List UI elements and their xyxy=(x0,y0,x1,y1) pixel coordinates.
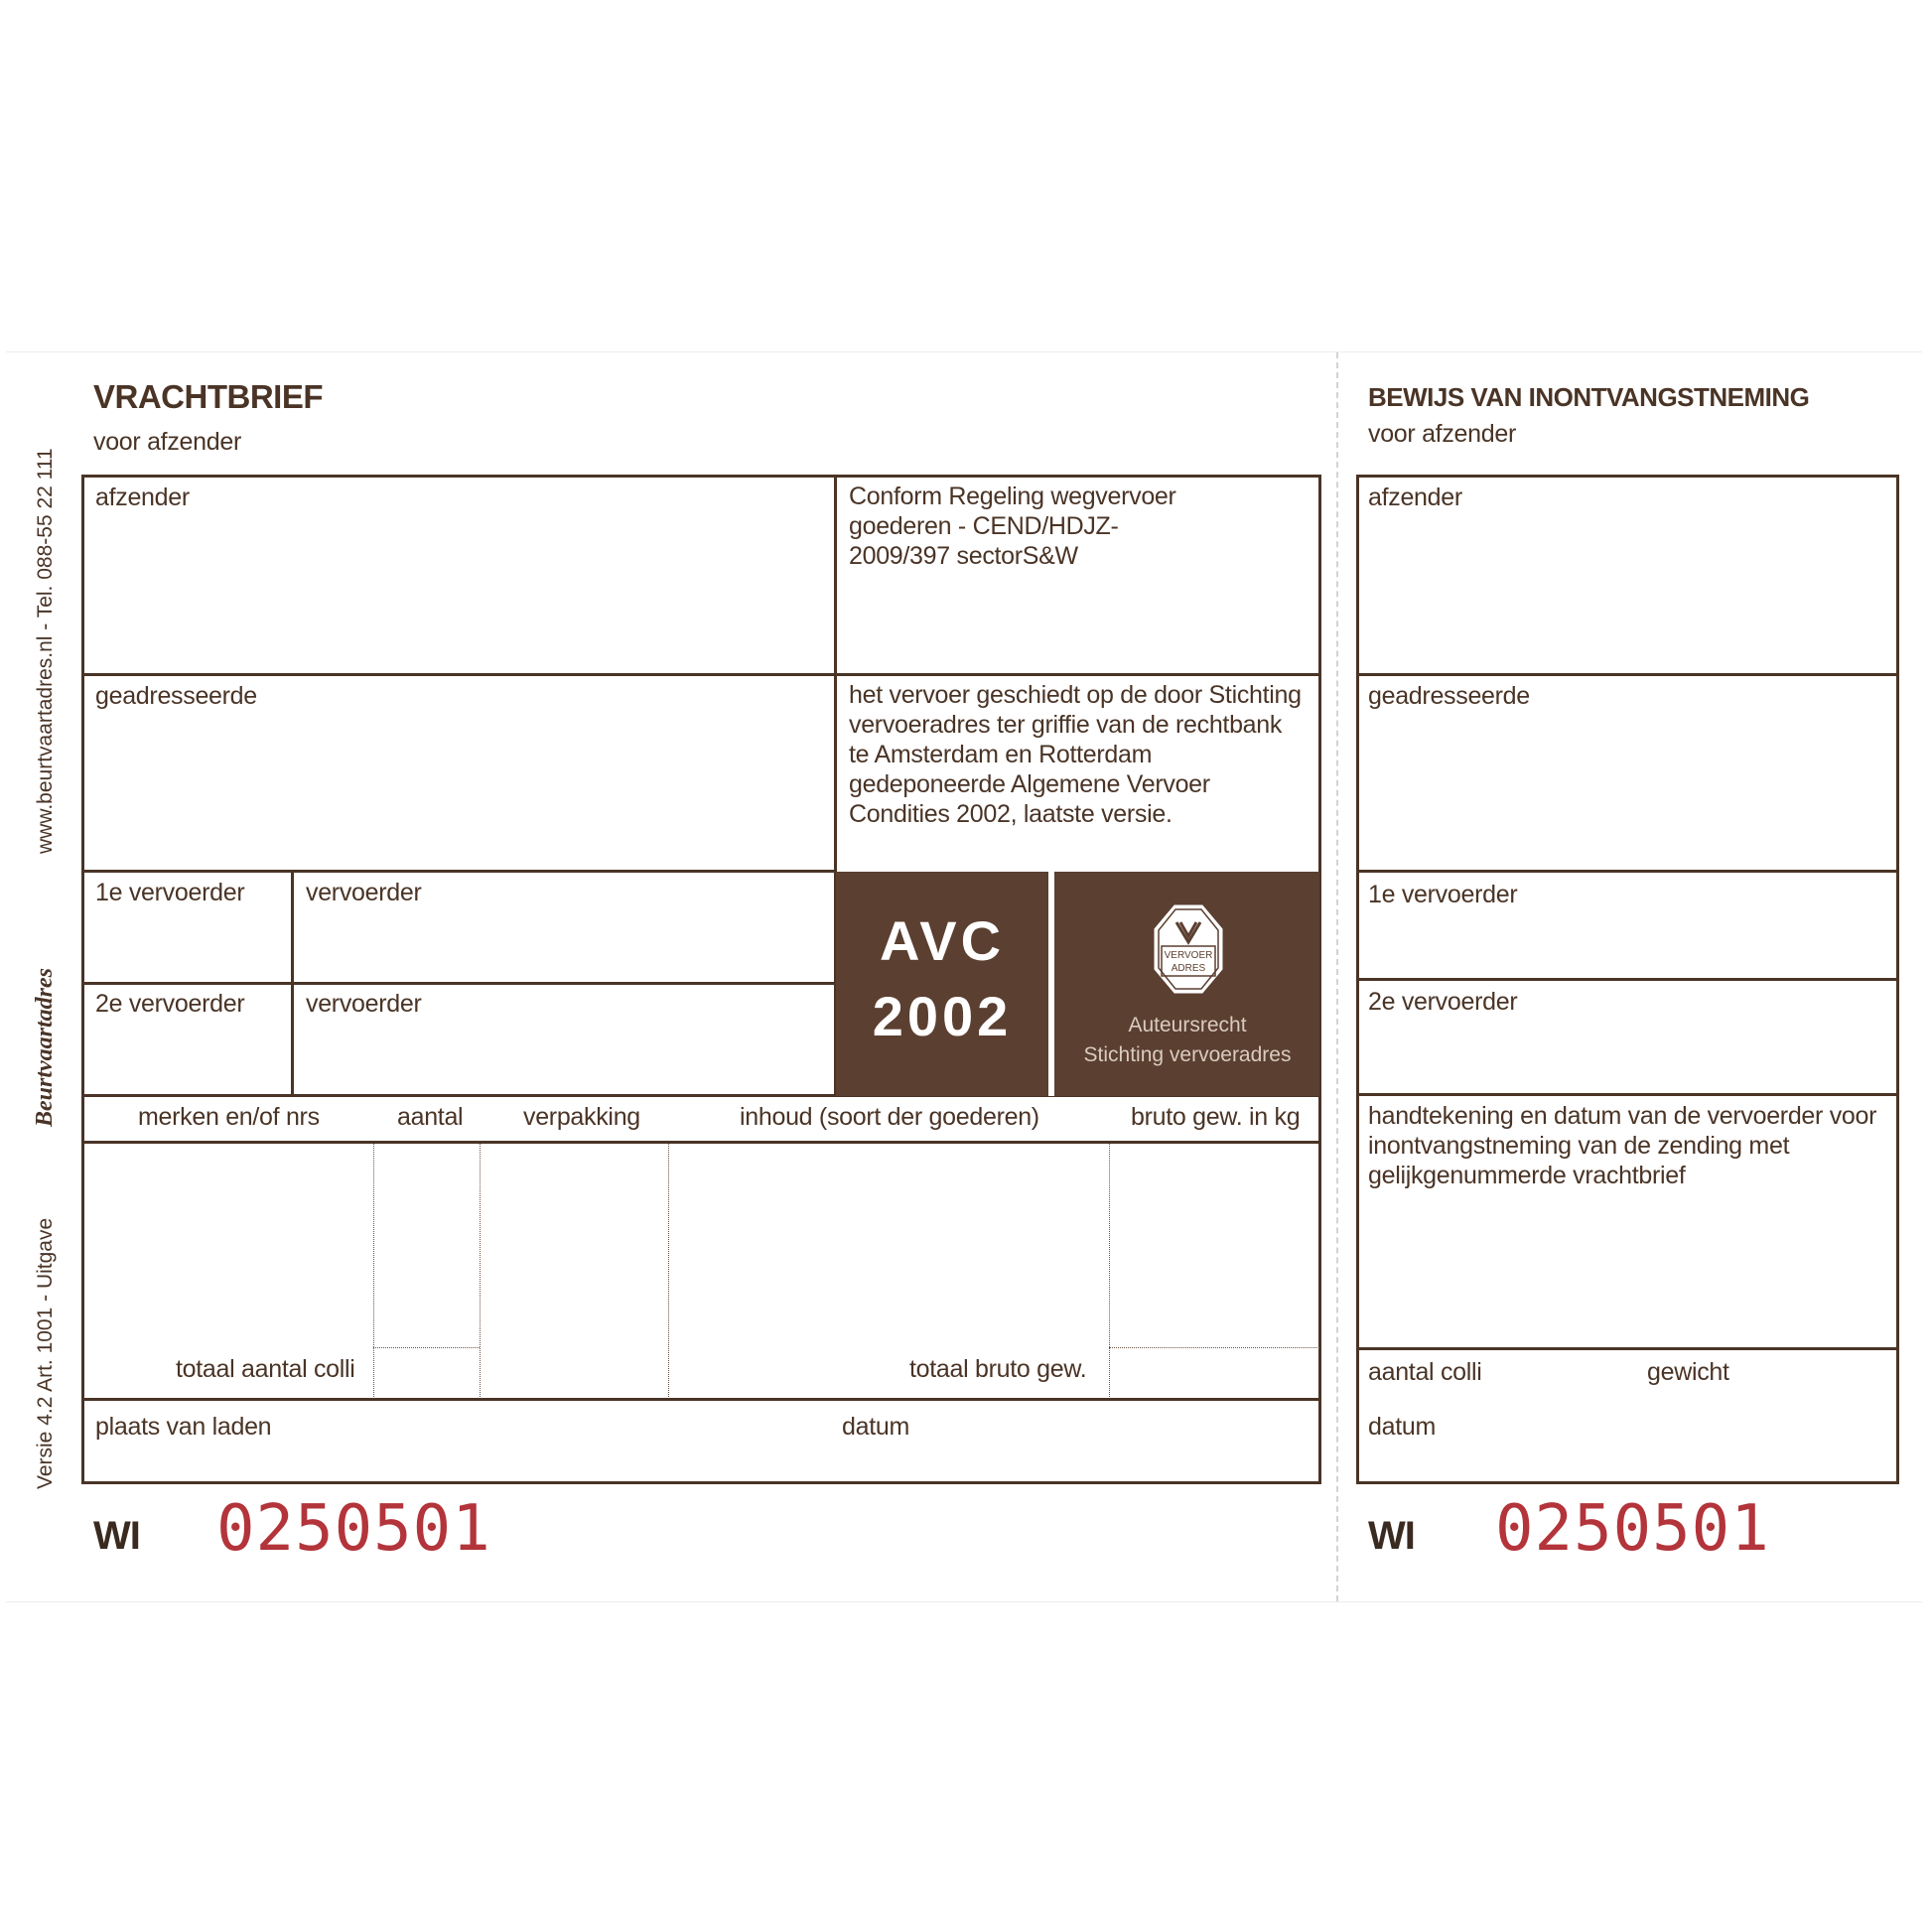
conform-text: Conform Regeling wegvervoer goederen - CEND/HDJZ-2009/397 sectorS&W xyxy=(849,483,1176,570)
plaats-van-laden-label: plaats van laden xyxy=(95,1413,272,1441)
receipt-gewicht-label: gewicht xyxy=(1647,1358,1729,1386)
col-header-merken: merken en/of nrs xyxy=(138,1103,320,1131)
signature-instructions: handtekening en datum van de vervoerder voor inontvangstneming van de zending met gelijkgenummerde vrachtbrief xyxy=(1368,1102,1877,1189)
datum-label: datum xyxy=(842,1413,909,1441)
perforation-line xyxy=(1336,352,1338,1601)
receipt-line-1 xyxy=(1356,673,1899,676)
receipt-line-5 xyxy=(1356,1347,1899,1350)
totaal-colli-label: totaal aantal colli xyxy=(176,1355,355,1383)
receipt-afzender-label: afzender xyxy=(1368,483,1462,511)
col-header-verpakking: verpakking xyxy=(523,1103,640,1131)
serial-prefix: WI xyxy=(93,1514,140,1558)
vervoeradres-logo-icon xyxy=(1150,900,1227,998)
col-header-inhoud: inhoud (soort der goederen) xyxy=(740,1103,1039,1131)
page-title: VRACHTBRIEF xyxy=(93,378,323,415)
receipt-line-4 xyxy=(1356,1093,1899,1096)
receipt-serial-number: 0250501 xyxy=(1495,1492,1770,1566)
receipt-vervoerder2-label: 2e vervoerder xyxy=(1368,988,1518,1016)
row-line-1 xyxy=(81,673,1321,676)
afzender-label: afzender xyxy=(95,483,190,511)
vervoerder2-label: 2e vervoerder xyxy=(95,990,245,1018)
vervoerder-divider xyxy=(291,870,294,1096)
vervoerder1-label: 1e vervoerder xyxy=(95,879,245,906)
vervoerder1-field-label: vervoerder xyxy=(306,879,422,906)
vervoerder2-field-label: vervoerder xyxy=(306,990,422,1018)
row-line-6 xyxy=(81,1398,1321,1401)
col-sep-4 xyxy=(1109,1144,1110,1397)
col-sep-2 xyxy=(480,1144,481,1397)
geadresseerde-label: geadresseerde xyxy=(95,682,257,710)
svg-text:VERVOER: VERVOER xyxy=(1164,950,1213,961)
conditions-text: het vervoer geschiedt op de door Stichting vervoeradres ter griffie van de rechtbank te Amsterdam en Rotterdam gedeponeerde Algemene Vervoer Condities 2002, laatste versie. xyxy=(849,681,1302,828)
receipt-vervoerder1-label: 1e vervoerder xyxy=(1368,881,1518,908)
receipt-subtitle: voor afzender xyxy=(1368,420,1516,448)
col-header-bruto: bruto gew. in kg xyxy=(1131,1103,1301,1131)
col-sep-1 xyxy=(373,1144,374,1397)
side-version-text: Versie 4.2 Art. 1001 - Uitgave xyxy=(34,1217,57,1489)
receipt-datum-label: datum xyxy=(1368,1413,1436,1441)
side-brand-text: Beurtvaartadres xyxy=(32,967,58,1127)
serial-number: 0250501 xyxy=(216,1492,491,1566)
col-header-aantal: aantal xyxy=(397,1103,464,1131)
receipt-aantal-colli-label: aantal colli xyxy=(1368,1358,1482,1386)
total-bruto-line xyxy=(1109,1347,1319,1348)
copyright-line-1: Auteursrecht xyxy=(1128,1014,1247,1036)
avc-panel-divider xyxy=(1048,872,1054,1096)
copyright-line-2: Stichting vervoeradres xyxy=(1083,1043,1292,1066)
side-website-text: www.beurtvaartadres.nl - Tel. 088-55 22 111 xyxy=(34,448,57,854)
row-line-2 xyxy=(81,870,836,873)
avc-title: AVC xyxy=(879,909,1006,972)
receipt-serial-prefix: WI xyxy=(1368,1514,1415,1558)
page-subtitle: voor afzender xyxy=(93,428,241,456)
row-line-3 xyxy=(81,982,836,985)
receipt-geadresseerde-label: geadresseerde xyxy=(1368,682,1530,710)
avc-year: 2002 xyxy=(872,985,1013,1047)
receipt-title: BEWIJS VAN INONTVANGSTNEMING xyxy=(1368,382,1810,412)
col-sep-3 xyxy=(668,1144,669,1397)
receipt-line-3 xyxy=(1356,978,1899,981)
svg-text:ADRES: ADRES xyxy=(1171,963,1206,974)
totaal-bruto-label: totaal bruto gew. xyxy=(909,1355,1087,1383)
waybill-card xyxy=(6,351,1922,1602)
row-line-5 xyxy=(81,1141,1321,1144)
total-colli-line xyxy=(373,1347,480,1348)
receipt-line-2 xyxy=(1356,870,1899,873)
